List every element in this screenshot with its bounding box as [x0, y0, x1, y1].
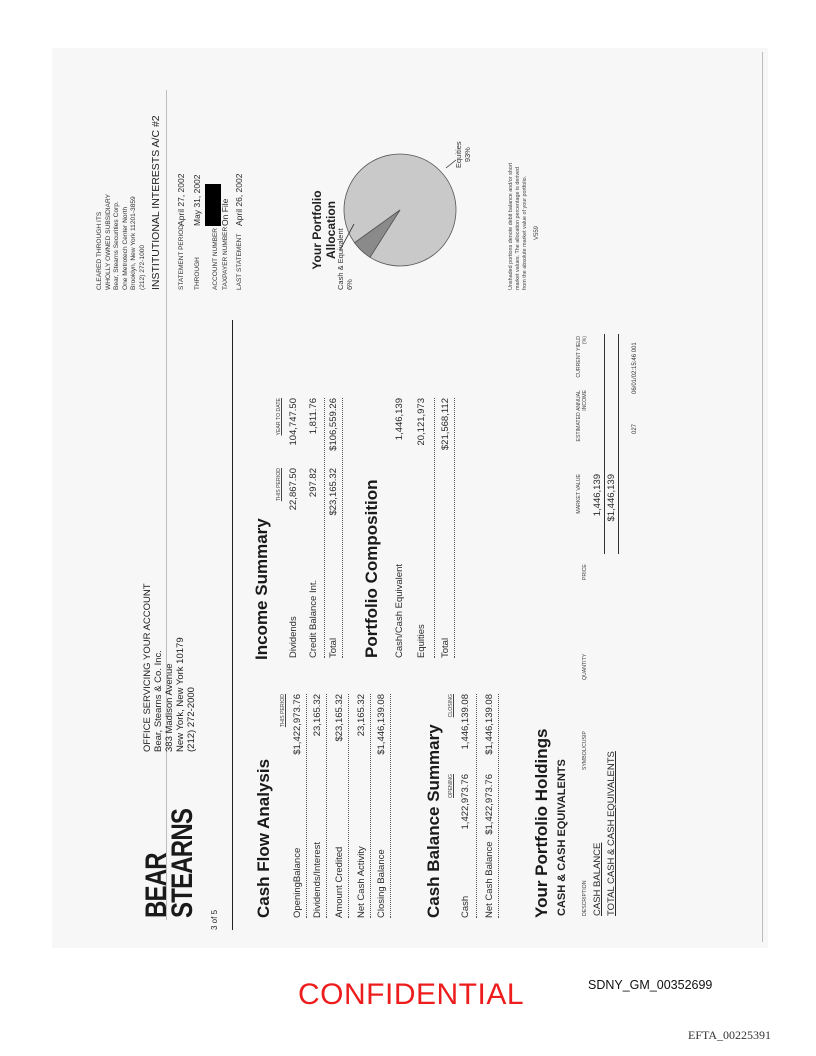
last-statement-label: LAST STATEMENT — [236, 233, 243, 290]
income-row-label: Total — [328, 637, 339, 658]
allocation-title-line2: Allocation — [324, 201, 338, 260]
dotted-rule — [498, 694, 499, 918]
through-label: THROUGH — [194, 257, 201, 290]
account-name: INSTITUTIONAL INTERESTS A/C #2 — [150, 115, 162, 290]
cash-balance-col-closing: CLOSING — [448, 694, 454, 718]
allocation-pie-chart — [338, 140, 508, 290]
header-rule — [232, 320, 233, 930]
office-line: 383 Madison Avenue — [164, 663, 175, 752]
account-number-redaction — [205, 184, 221, 226]
solid-rule — [604, 334, 605, 554]
holdings-title: Your Portfolio Holdings — [532, 728, 551, 918]
income-ytd-value: $106,559.26 — [328, 398, 339, 451]
holdings-col-annual-income: ESTIMATED ANNUAL INCOME — [576, 390, 588, 442]
holdings-row-description: CASH BALANCE — [592, 842, 603, 916]
holdings-col-market-value: MARKET VALUE — [576, 474, 582, 514]
holdings-row-market-value: 1,446,139 — [592, 474, 603, 517]
income-col-ytd: YEAR TO DATE — [276, 398, 282, 436]
cash-balance-opening: 1,422,973.76 — [460, 774, 471, 830]
statement-period-label: STATEMENT PERIOD — [178, 224, 185, 290]
pie-label-equities — [454, 141, 472, 168]
cash-flow-row-value: $1,446,139.08 — [376, 694, 387, 755]
clearing-line: (212) 272-1000 — [138, 244, 146, 290]
cash-flow-title: Cash Flow Analysis — [254, 758, 273, 918]
dotted-rule — [348, 694, 349, 918]
income-period-value: 297.82 — [308, 468, 319, 498]
holdings-section: CASH & CASH EQUIVALENTS — [556, 759, 568, 916]
allocation-code: V559 — [534, 225, 540, 240]
solid-rule — [618, 334, 619, 554]
clearing-line: CLEARED THROUGH ITS — [96, 211, 103, 290]
composition-row-label: Equities — [416, 624, 427, 658]
statement-rotated — [62, 50, 762, 930]
efta-number: EFTA_00225391 — [688, 1028, 772, 1042]
logo-line2: STEARNS — [166, 808, 199, 918]
holdings-total-market-value: $1,446,139 — [606, 474, 617, 522]
income-title: Income Summary — [252, 518, 271, 660]
composition-row-label: Total — [440, 637, 451, 658]
allocation-title — [310, 170, 338, 290]
confidential-stamp: CONFIDENTIAL — [298, 978, 525, 1011]
dotted-rule — [390, 694, 391, 918]
right-edge — [762, 52, 763, 942]
cash-flow-row-label: OpeningBalance — [292, 847, 303, 918]
cash-balance-col-opening: OPENING — [448, 774, 454, 798]
cash-flow-row-value: 23,165.32 — [356, 694, 367, 737]
footer-timestamp: 06/01/02:15:46 001 — [632, 342, 638, 394]
clearing-line: WHOLLY OWNED SUBSIDIARY — [104, 194, 112, 290]
composition-title: Portfolio Composition — [362, 479, 381, 658]
holdings-col-symbol: SYMBOL/CUSIP — [582, 731, 588, 770]
clearing-block — [96, 194, 147, 290]
office-address — [142, 583, 197, 752]
allocation-note-line: Unshaded portions denote debit balance and/or short — [508, 162, 514, 290]
income-row-label: Dividends — [288, 616, 299, 658]
income-ytd-value: 104,747.50 — [288, 398, 299, 446]
cash-flow-row-value: $23,165.32 — [334, 694, 345, 742]
composition-row-value: $21,568,112 — [440, 398, 451, 451]
cash-flow-row-label: Net Cash Activity — [356, 846, 367, 918]
income-ytd-value: 1,811.76 — [308, 398, 319, 435]
composition-row-value: 20,121,973 — [416, 398, 427, 446]
cash-balance-closing: $1,446,139.08 — [484, 694, 495, 755]
composition-row-value: 1,446,139 — [394, 398, 405, 441]
cash-balance-row-label: Cash — [460, 895, 471, 918]
cash-balance-row-label: Net Cash Balance — [484, 841, 495, 918]
allocation-note-line: market values. The allocation percentage is derived — [515, 166, 521, 290]
clearing-line: One Metrotech Center North — [121, 206, 129, 290]
allocation-title-line1: Your Portfolio — [310, 190, 324, 270]
dotted-rule — [370, 694, 371, 918]
income-period-value: $23,165.32 — [328, 468, 339, 516]
footer-page-code: 027 — [632, 423, 638, 434]
holdings-col-description: DESCRIPTION — [582, 880, 588, 916]
clearing-line: Brooklyn, New York 11201-3859 — [130, 196, 137, 290]
taxpayer-number-label: TAXPAYER NUMBER — [222, 226, 229, 290]
pie-label-equities-text: Equities — [454, 141, 463, 168]
holdings-col-price: PRICE — [582, 564, 588, 580]
cash-balance-title: Cash Balance Summary — [424, 724, 443, 918]
cash-flow-col-header: THIS PERIOD — [280, 694, 286, 728]
bates-number: SDNY_GM_00352699 — [588, 978, 713, 992]
bear-stearns-logo — [140, 808, 199, 918]
cash-balance-closing: 1,446,139.08 — [460, 694, 471, 750]
dotted-rule — [326, 694, 327, 918]
allocation-note — [508, 163, 529, 290]
taxpayer-number-value: On File — [220, 198, 230, 226]
composition-row-label: Cash/Cash Equivalent — [394, 564, 405, 658]
pie-label-cash-pct: 6% — [345, 279, 354, 290]
holdings-col-quantity: QUANTITY — [582, 653, 588, 680]
last-statement-value: April 26, 2002 — [234, 173, 244, 226]
cash-flow-row-label: Amount Credited — [334, 846, 345, 918]
pie-label-equities-pct: 93% — [463, 147, 472, 163]
statement-period-value: April 27, 2002 — [176, 173, 186, 226]
dotted-rule — [342, 398, 343, 658]
dotted-rule — [324, 398, 325, 658]
dotted-rule — [434, 398, 435, 658]
office-line: (212) 272-2000 — [186, 687, 197, 752]
cash-flow-row-label: Dividends/Interest — [312, 841, 323, 918]
cash-balance-opening: $1,422,973.76 — [484, 774, 495, 835]
dotted-rule — [454, 398, 455, 658]
pie-label-cash-text: Cash & Equivalent — [336, 228, 345, 290]
cash-flow-row-value: 23,165.32 — [312, 694, 323, 737]
income-row-label: Credit Balance Int. — [308, 579, 319, 658]
income-col-period: THIS PERIOD — [276, 468, 282, 502]
clearing-line: Bear, Stearns Securities Corp. — [113, 201, 120, 290]
dotted-rule — [306, 694, 307, 918]
income-period-value: 22,867.50 — [288, 468, 299, 511]
pie-label-cash — [336, 228, 354, 290]
through-value: May 31, 2002 — [192, 174, 202, 226]
holdings-col-yield: CURRENT YIELD (%) — [576, 336, 588, 378]
page-number: 3 of 5 — [210, 909, 219, 930]
cash-flow-row-value: $1,422,973.76 — [292, 694, 303, 755]
holdings-total-description: TOTAL CASH & CASH EQUIVALENTS — [606, 751, 617, 916]
account-number-label: ACCOUNT NUMBER — [212, 228, 219, 290]
office-line: Bear, Stearns & Co. Inc. — [153, 650, 164, 752]
logo-line1: BEAR — [140, 853, 173, 918]
cash-flow-row-label: Closing Balance — [376, 849, 387, 918]
office-title: OFFICE SERVICING YOUR ACCOUNT — [142, 583, 153, 752]
allocation-note-line: from the absolute market value of your portfolio. — [522, 175, 528, 290]
dotted-rule — [476, 694, 477, 918]
office-line: New York, New York 10179 — [175, 637, 186, 752]
